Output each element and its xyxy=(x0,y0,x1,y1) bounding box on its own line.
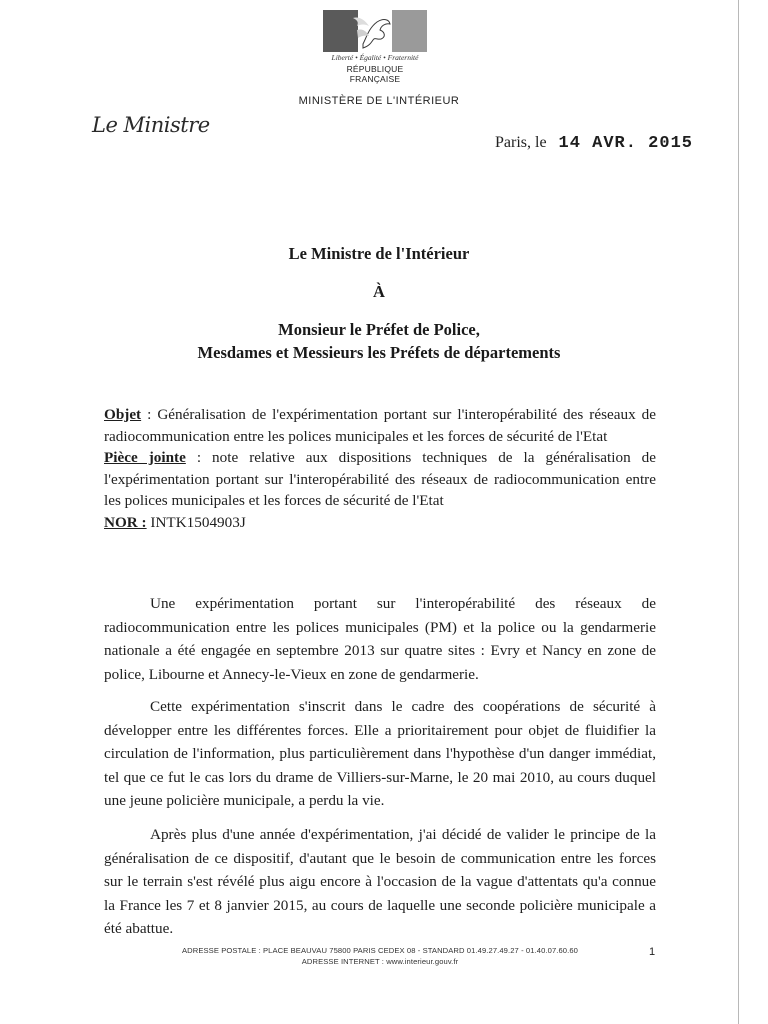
body-paragraph-2 xyxy=(104,695,656,813)
footer-internet-address: ADRESSE INTERNET : www.interieur.gouv.fr xyxy=(301,956,459,966)
a-line: À xyxy=(373,282,385,301)
paragraph-text: Après plus d'une année d'expérimentation, j'ai décidé de valider le principe de la généralisation de ce dispositif, d'autant que le besoin de communication entre les forces sur le terrain s'est révélé plus aigu encore à l'occasion de la vague d'attentats qu'a connue la France les 7 et 8 janvier 2015, au cours de laquelle une seconde policière municipale a été abattue. xyxy=(104,826,656,937)
scan-edge-line xyxy=(738,0,739,1024)
nor-value: INTK1504903J xyxy=(146,513,246,531)
objet-label: Objet xyxy=(104,406,142,423)
republic-motto: Liberté • Égalité • Fraternité xyxy=(331,53,419,62)
sender-line: Le Ministre de l'Intérieur xyxy=(288,244,470,263)
marianne-emblem-icon xyxy=(323,10,427,52)
paragraph-text: Cette expérimentation s'inscrit dans le cadre des coopérations de sécurité à développer entre les différentes forces. Elle a prioritairement pour objet de fluidifier la circulation de l'information, plus particulièrement dans l'hypothèse d'un danger immédiat, tel que ce fut le cas lors du drame de Villiers-sur-Marne, le 20 mai 2010, au cours duquel une jeune policière municipale, a perdu la vie. xyxy=(104,698,656,809)
page-number: 1 xyxy=(649,946,656,958)
objet-block xyxy=(104,404,656,533)
body-paragraph-1 xyxy=(104,592,656,686)
objet-paragraph xyxy=(104,404,656,447)
date-prefix: Paris, le xyxy=(495,134,547,151)
piece-jointe-text: : note relative aux dispositions techniques de la généralisation de l'expérimentation portant sur l'interopérabilité des réseaux de radiocommunication entre les polices municipales et les forces de sécurité de l'Etat xyxy=(104,449,656,509)
recipient-line-1: Monsieur le Préfet de Police, xyxy=(278,320,480,339)
ministry-header: MINISTÈRE DE L'INTÉRIEUR xyxy=(298,95,460,107)
republique-francaise-label: RÉPUBLIQUE FRANÇAISE xyxy=(346,64,404,84)
objet-text: : Généralisation de l'expérimentation portant sur l'interopérabilité des réseaux de radiocommunication entre les polices municipales et les forces de sécurité de l'Etat xyxy=(104,406,656,445)
piece-jointe-label: Pièce jointe xyxy=(104,449,186,466)
handwritten-ministre-title: Le Ministre xyxy=(92,113,210,137)
date-line xyxy=(495,134,693,153)
nor-paragraph xyxy=(104,512,656,534)
footer-postal-address: ADRESSE POSTALE : PLACE BEAUVAU 75800 PARIS CEDEX 08 - STANDARD 01.49.27.49.27 - 01.40.07.60.60 xyxy=(182,946,578,955)
paragraph-text: Une expérimentation portant sur l'interopérabilité des réseaux de radiocommunication entre les polices municipales (PM) et la police ou la gendarmerie nationale a été engagée en septembre 2013 sur quatre sites : Evry et Nancy en zone de police, Libourne et Annecy-le-Vieux en zone de gendarmerie. xyxy=(104,595,656,683)
footer-address xyxy=(104,946,656,967)
marianne-logo xyxy=(323,10,427,84)
body-paragraph-3 xyxy=(104,823,656,941)
recipient-line-2: Mesdames et Messieurs les Préfets de départements xyxy=(197,343,561,362)
piece-jointe-paragraph xyxy=(104,447,656,512)
nor-label: NOR : xyxy=(104,513,147,531)
date-stamp: 14 AVR. 2015 xyxy=(558,134,693,153)
